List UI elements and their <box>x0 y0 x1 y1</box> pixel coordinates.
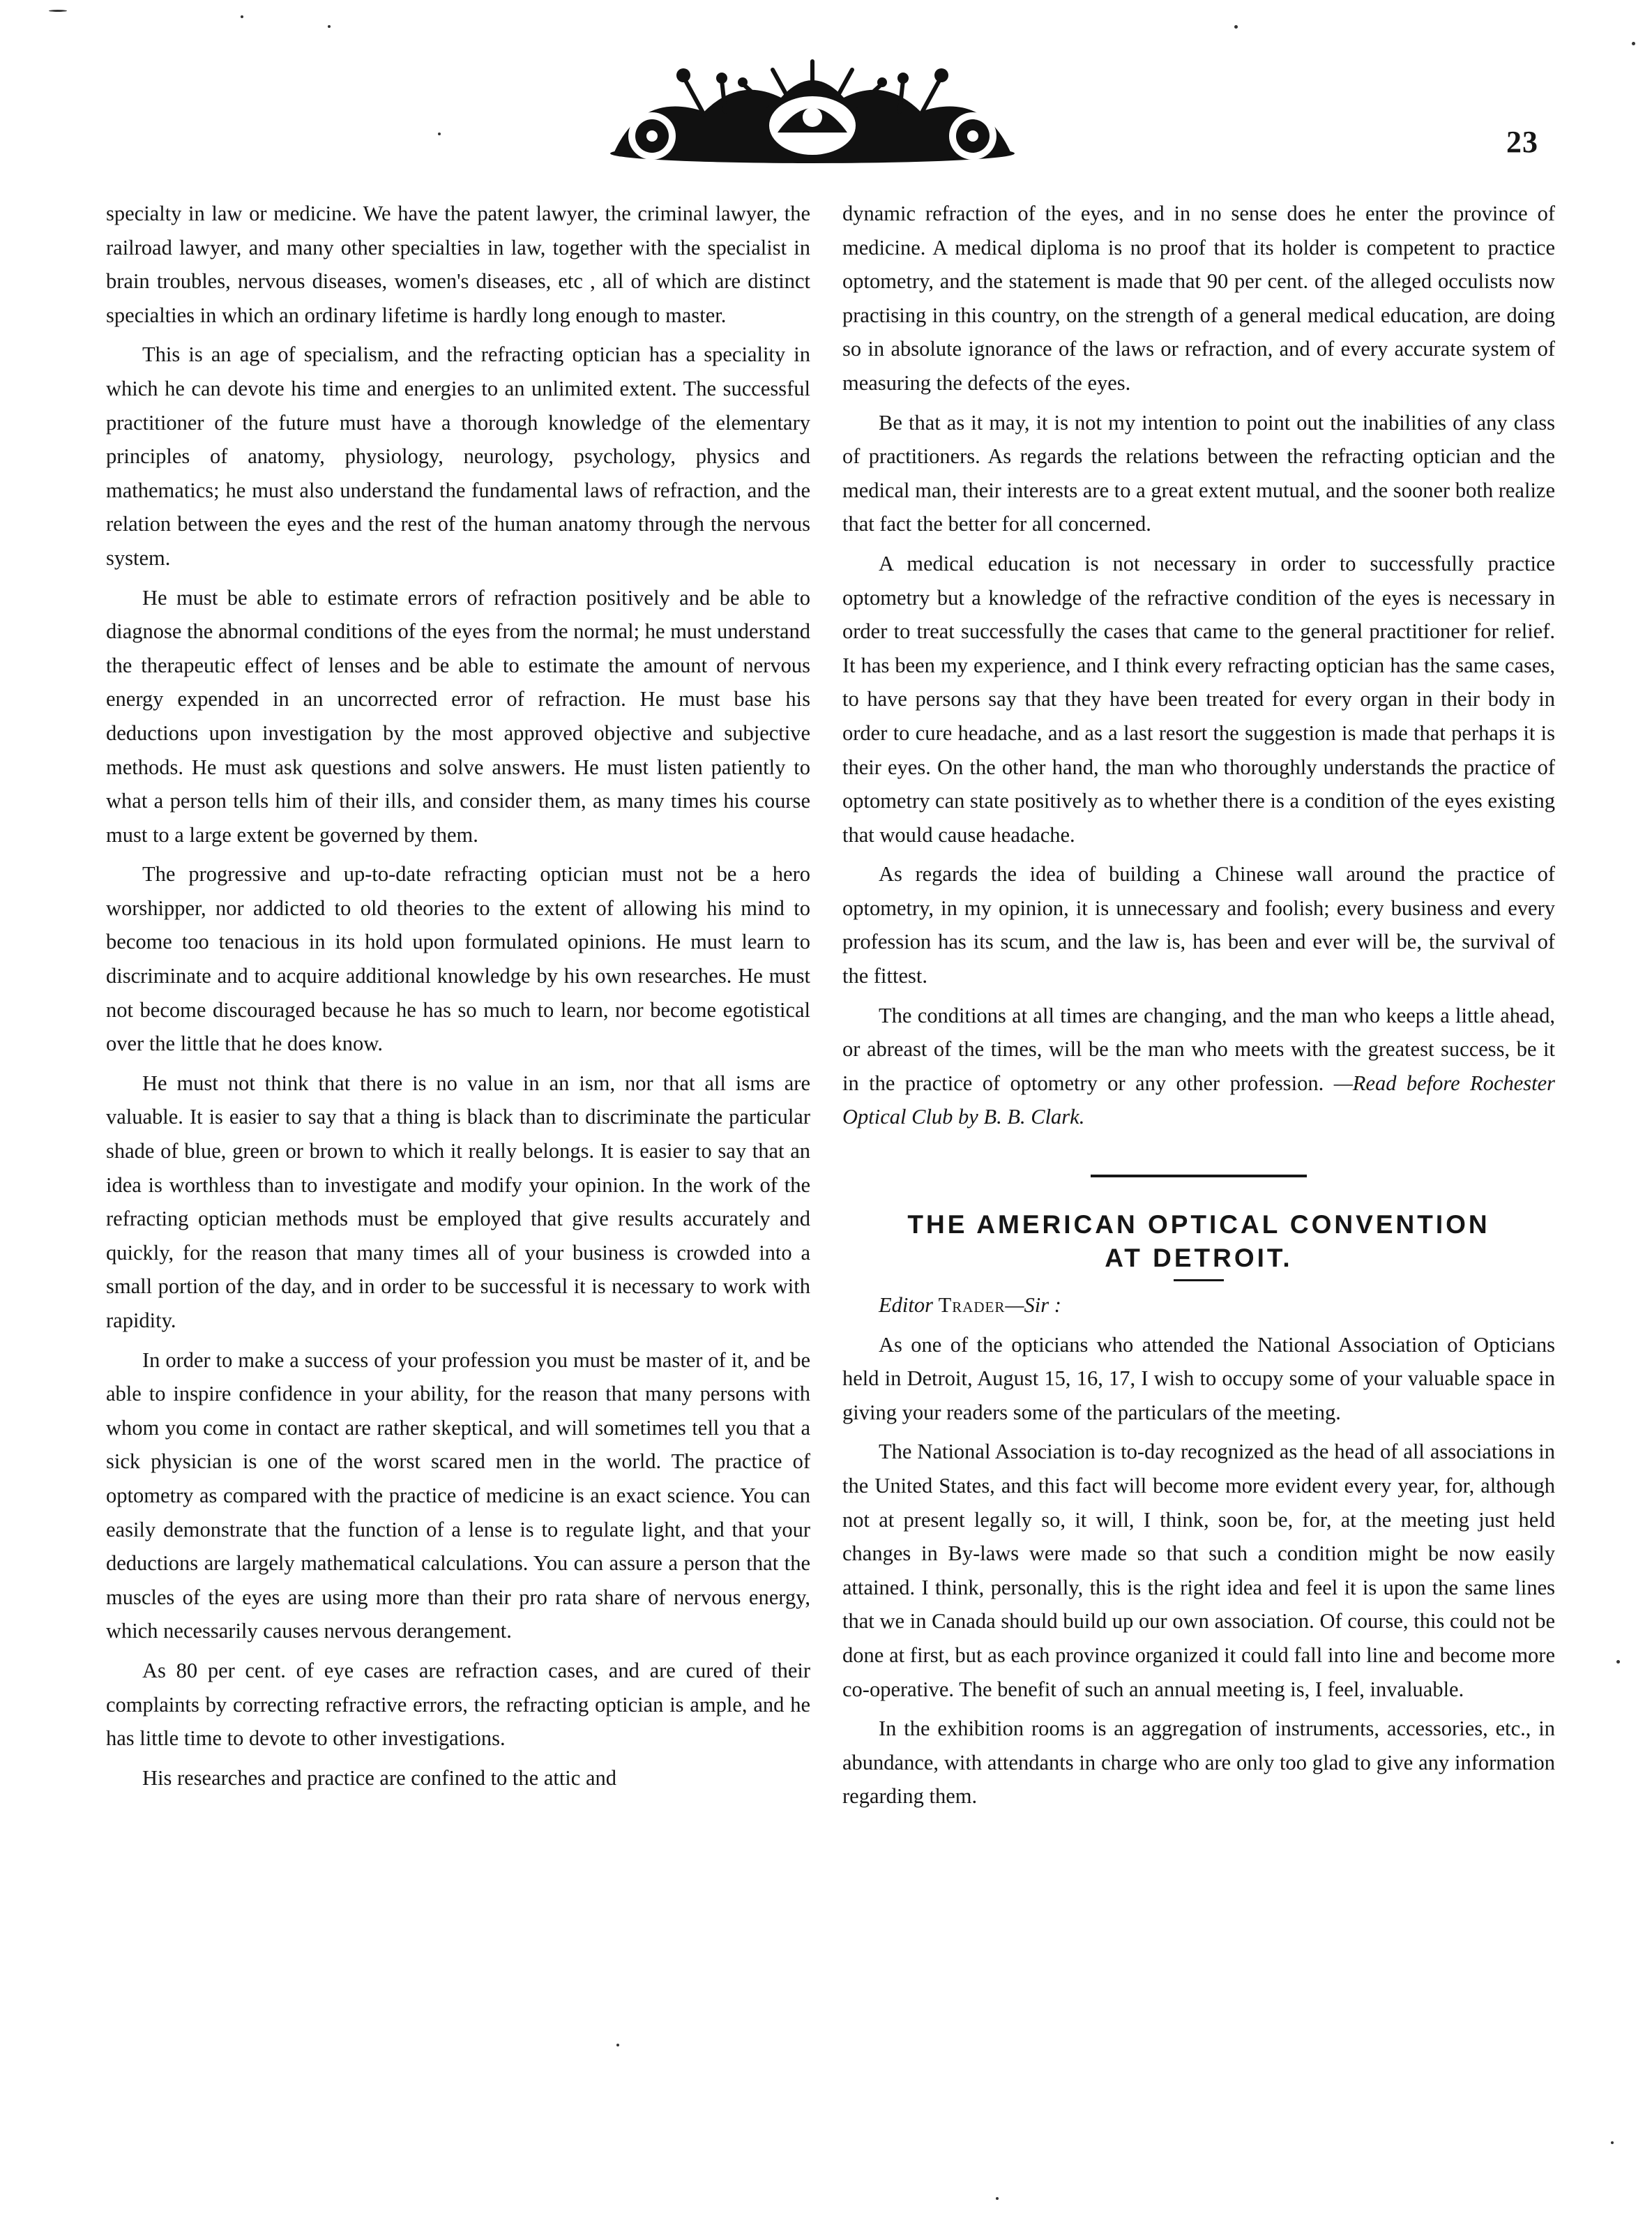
right-paragraph: As regards the idea of building a Chinese wall around the practice of optometry, in my opinion, it is unnecessary and foolish; every business and every profession has its scum, and the law is, has been and ever will be, the survival of the fittest. <box>842 862 1555 988</box>
article-paragraph: The National Association is to-day recognized as the head of all associations in the United States, and this fact will become more evident every year, for, although not at present legally so, it will, I think, soon be, for, at the meeting just held changes in By-laws were made so that such a condition might be now easily attained. I think, personally, this is the right idea and feel it is upon the same lines that we in Canada should build up our own association. Of course, this could not be done at first, but as each province organized it could fall into line and become more co-operative. The benefit of such an annual meeting is, I feel, invaluable. <box>842 1440 1555 1701</box>
scan-speck <box>996 2197 999 2200</box>
scan-speck <box>1616 1660 1620 1664</box>
salutation <box>842 1288 1555 1322</box>
title-underline <box>1174 1279 1224 1281</box>
article-title <box>842 1208 1555 1275</box>
scan-speck <box>616 2044 619 2046</box>
salutation-trader: Trader <box>938 1293 1006 1318</box>
right-paragraph: A medical education is not necessary in order to successfully practice optometry but a knowledge of the refractive condition of the eyes is necessary in order to treat successfully the cases that came to the general practitioner for relief. It has been my experience, and I think every refracting optician has the same cases, to have persons say that they have been treated for every organ in their body in order to cure headache, and as a last resort the suggestion is made that perhaps it is their eyes. On the other hand, the man who thoroughly understands the practice of optometry can state positively as to whether there is a condition of the eyes existing that would cause headache. <box>842 551 1555 847</box>
right-column <box>842 197 1555 1819</box>
scan-speck <box>49 10 67 12</box>
scan-speck <box>438 133 441 135</box>
left-paragraph: specialty in law or medicine. We have the patent lawyer, the criminal lawyer, the railroad lawyer, and many other specialties in law, together with the specialist in brain troubles, nervous diseases, women's diseases, etc , all of which are distinct specialties in which an ordinary lifetime is hardly long enough to master. <box>106 202 810 327</box>
scan-speck <box>1632 42 1635 45</box>
salutation-sir: —Sir : <box>1005 1293 1061 1318</box>
left-paragraph: The progressive and up-to-date refracting optician must not be a hero worshipper, nor addicted to old theories to the extent of allowing his mind to become too tenacious in its hold upon formulated opinions. He must learn to discriminate and to acquire additional knowledge by his own researches. He must not become discouraged because he has so much to learn, nor become egotistical over the little that he does know. <box>106 862 810 1056</box>
scan-speck <box>241 15 243 18</box>
left-paragraph: This is an age of specialism, and the refracting optician has a speciality in which he can devote his time and energies to an unlimited extent. The successful practitioner of the future must have a thorough knowledge of the elementary principles of anatomy, physiology, neurology, psychology, physics and mathematics; he must also understand the fundamental laws of refraction, and the relation between the eyes and the rest of the human anatomy through the nervous system. <box>106 342 810 570</box>
article-title-line-1: THE AMERICAN OPTICAL CONVENTION <box>907 1210 1490 1239</box>
closing-paragraph <box>842 999 1555 1134</box>
article-paragraph: In the exhibition rooms is an aggregation of instruments, accessories, etc., in abundance, with attendants in charge who are only too glad to give any information regarding them. <box>842 1717 1555 1809</box>
left-paragraph: As 80 per cent. of eye cases are refraction cases, and are cured of their complaints by correcting refractive errors, the refracting optician is ample, and he has little time to devote to other investigations. <box>106 1658 810 1751</box>
right-paragraph: Be that as it may, it is not my intention to point out the inabilities of any class of practitioners. As regards the relations between the refracting optician and the medical man, their interests are to a great extent mutual, and the sooner both realize that fact the better for all concerned. <box>842 410 1555 536</box>
left-paragraph: He must not think that there is no value in an ism, nor that all isms are valuable. It is easier to say that a thing is black than to discriminate the particular shade of blue, green or brown to which it really belongs. It is easier to say that an idea is worthless than to investigate and modify your opinion. In the work of the refracting optician methods must be employed that give results accurately and quickly, for the reason that many times all of your business is crowded into a small portion of the day, and in order to be successful it is necessary to work with rapidity. <box>106 1071 810 1332</box>
left-paragraph: His researches and practice are confined to the attic and <box>142 1765 616 1790</box>
scan-speck <box>1611 2141 1614 2144</box>
left-paragraph: He must be able to estimate errors of refraction positively and be able to diagnose the abnormal conditions of the eyes from the normal; he must understand the therapeutic effect of lenses and be able to estimate the amount of nervous energy expended in an uncorrected error of refraction. He must base his deductions upon investigation by the most approved objective and subjective methods. He must ask questions and solve answers. He must listen patiently to what a person tells him of their ills, and consider them, as many times his course must to a large extent be governed by them. <box>106 585 810 847</box>
article-signature: —Read before Rochester Optical Club by B. B. Clark. <box>842 1071 1556 1129</box>
closing-text: The conditions at all times are changing, and the man who keeps a little ahead, or abreast of the times, will be the man who meets with the greatest success, be it in the practice of optometry or any other profession. <box>842 1003 1555 1095</box>
left-column <box>106 197 810 1800</box>
salutation-editor: Editor <box>879 1293 939 1318</box>
section-divider <box>1091 1175 1307 1177</box>
page-number: 23 <box>1506 125 1538 159</box>
right-paragraph: dynamic refraction of the eyes, and in no sense does he enter the province of medicine. A medical diploma is no proof that its holder is competent to practice optometry, and the statement is made that 90 per cent. of the alleged occulists now practising in this country, on the strength of a general medical education, are doing so in absolute ignorance of the laws or refraction, and of every accurate system of measuring the defects of the eyes. <box>842 202 1555 395</box>
article-title-line-2: AT DETROIT. <box>1105 1244 1293 1273</box>
article-paragraph: As one of the opticians who attended the National Association of Opticians held in Detroit, August 15, 16, 17, I wish to occupy some of your valuable space in giving your readers some of the particulars of the meeting. <box>842 1332 1555 1424</box>
scan-speck <box>1234 25 1238 29</box>
left-paragraph: In order to make a success of your profession you must be master of it, and be able to inspire confidence in your ability, for the reason that many persons with whom you come in contact are rather skeptical, and will sometimes tell you that a sick physician is one of the worst scared men in the world. The practice of optometry as compared with the practice of medicine is an exact science. You can easily demonstrate that the function of a lense is to regulate light, and that your deductions are largely mathematical calculations. You can assure a person that the muscles of the eyes are using more than their pro rata share of nervous energy, which necessarily causes nervous derangement. <box>106 1348 810 1643</box>
scan-speck <box>328 25 331 28</box>
header-ornament-icon <box>600 49 1025 178</box>
